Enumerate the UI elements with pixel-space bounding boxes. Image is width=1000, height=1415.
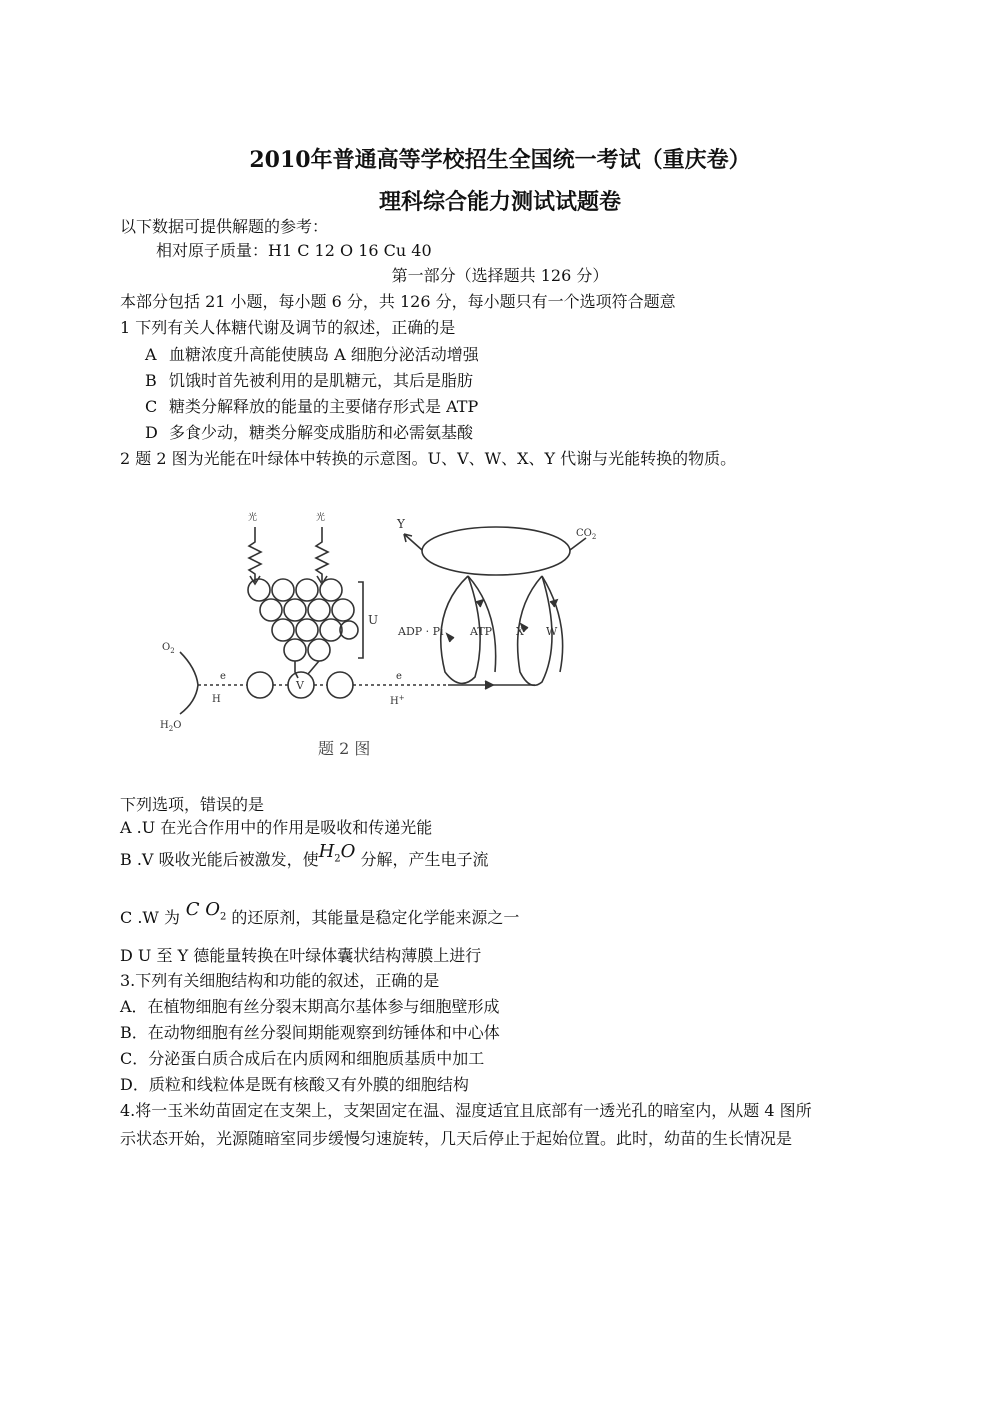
- label-atp: ATP: [470, 625, 493, 638]
- label-e2: e: [396, 671, 402, 682]
- light-label-2: 光: [316, 513, 326, 523]
- option-text: 糖类分解释放的能量的主要储存形式是 ATP: [169, 397, 479, 416]
- label-v: V: [296, 679, 304, 692]
- q4-stem-line1: 4.将一玉米幼苗固定在支架上，支架固定在温、湿度适宜且底部有一透光孔的暗室内，从题 4 图所: [120, 1101, 812, 1120]
- q3-option-a: A．在植物细胞有丝分裂末期高尔基体参与细胞壁形成: [120, 997, 500, 1016]
- light-label-1: 光: [248, 513, 258, 523]
- q2-option-a: A .U 在光合作用中的作用是吸收和传递光能: [120, 818, 433, 837]
- q1-option-d: [145, 423, 473, 443]
- calvin-cycle-ellipse: [422, 527, 570, 575]
- water-split: [180, 652, 198, 714]
- q2-option-d: D U 至 Y 德能量转换在叶绿体囊状结构薄膜上进行: [120, 946, 482, 965]
- exam-title: 2010年普通高等学校招生全国统一考试（重庆卷）: [249, 147, 751, 173]
- option-letter: A: [145, 345, 157, 364]
- q1-option-b: [145, 371, 473, 391]
- light-arrow-1: [249, 527, 261, 582]
- label-e1: e: [220, 671, 226, 682]
- section-note: 本部分包括 21 小题，每小题 6 分，共 126 分，每小题只有一个选项符合题意: [120, 292, 676, 311]
- reference-note: 以下数据可提供解题的参考：: [120, 217, 329, 236]
- q2-prompt: 下列选项，错误的是: [120, 795, 265, 814]
- q1-stem: 1 下列有关人体糖代谢及调节的叙述，正确的是: [120, 318, 456, 337]
- u-bracket: [358, 582, 363, 658]
- q3-option-b: B．在动物细胞有丝分裂间期能观察到纺锤体和中心体: [120, 1023, 500, 1042]
- option-letter: B: [145, 371, 157, 390]
- pigment-cluster: [248, 579, 358, 661]
- label-x: X: [516, 625, 524, 638]
- q3-option-d: D．质粒和线粒体是既有核酸又有外膜的细胞结构: [120, 1075, 469, 1094]
- label-u: U: [368, 613, 379, 627]
- q3-stem: 3.下列有关细胞结构和功能的叙述，正确的是: [120, 971, 440, 990]
- q4-stem-line2: 示状态开始，光源随暗室同步缓慢匀速旋转，几天后停止于起始位置。此时，幼苗的生长情况是: [120, 1129, 793, 1148]
- q2-stem: 2 题 2 图为光能在叶绿体中转换的示意图。U、V、W、X、Y 代谢与光能转换的物质。: [120, 449, 737, 468]
- label-w: W: [546, 625, 558, 638]
- atomic-mass-line: 相对原子质量：H1 C 12 O 16 Cu 40: [156, 241, 432, 260]
- q3-option-c: C．分泌蛋白质合成后在内质网和细胞质基质中加工: [120, 1049, 485, 1068]
- light-arrow-2: [316, 527, 328, 582]
- label-co2: $CO_2$: [576, 528, 597, 541]
- q2-option-b: B .V 吸收光能后被激发，使$H_2O$ 分解，产生电子流: [120, 841, 489, 869]
- option-text: 血糖浓度升高能使胰岛 A 细胞分泌活动增强: [169, 345, 479, 364]
- chain-circle-1: [247, 672, 273, 698]
- label-o2: $O_2$: [162, 642, 175, 655]
- figure-caption: 题 2 图: [318, 739, 371, 758]
- co2-formula: C $O_2$: [185, 899, 227, 923]
- label-h2o: $H_2O$: [160, 720, 182, 733]
- exam-subtitle: 理科综合能力测试试题卷: [378, 189, 621, 215]
- option-text: 饥饿时首先被利用的是肌糖元，其后是脂肪: [169, 371, 474, 390]
- q1-option-c: [145, 397, 478, 417]
- label-y: Y: [397, 517, 405, 531]
- label-adp: ADP · Pi: [398, 625, 444, 638]
- option-letter: C: [145, 397, 158, 416]
- section-heading: 第一部分（选择题共 126 分）: [391, 266, 609, 285]
- h2o-formula: $H_2O$: [318, 841, 356, 865]
- option-text: 多食少动，糖类分解变成脂肪和必需氨基酸: [169, 423, 474, 442]
- option-letter: D: [145, 423, 158, 442]
- q1-option-a: [145, 345, 479, 365]
- label-h: H: [212, 694, 221, 705]
- q2-chloroplast-diagram: [150, 492, 597, 782]
- q2-option-c: C .W 为 C $O_2$ 的还原剂，其能量是稳定化学能来源之一: [120, 899, 520, 927]
- label-hplus: H+: [390, 694, 405, 707]
- chain-circle-3: [327, 672, 353, 698]
